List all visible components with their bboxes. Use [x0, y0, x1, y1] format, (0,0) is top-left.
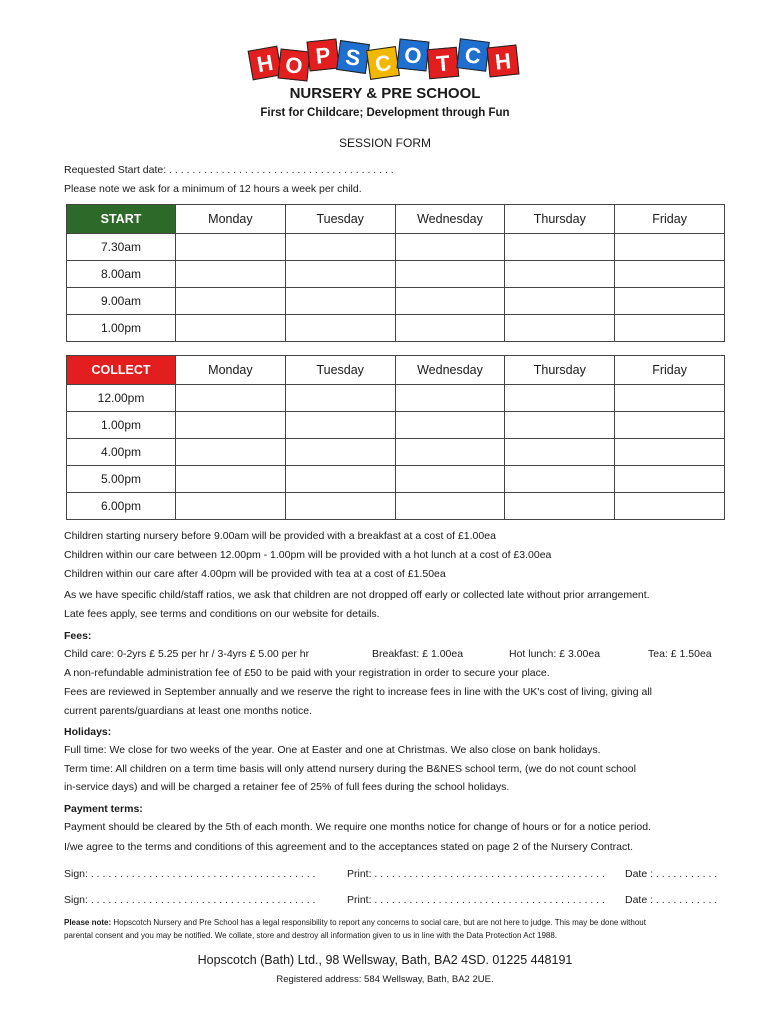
session-cell[interactable] — [505, 412, 615, 439]
session-cell[interactable] — [615, 288, 725, 315]
tagline: First for Childcare; Development through Fun — [260, 107, 510, 119]
day-header: Wednesday — [395, 356, 505, 385]
sign-field[interactable]: Sign: . . . . . . . . . . . . . . . . . . . . . . . . . . . . . . . . . . . . . . . — [64, 868, 316, 880]
session-cell[interactable] — [285, 315, 395, 342]
day-header: Tuesday — [285, 205, 395, 234]
session-cell[interactable] — [505, 315, 615, 342]
tea-info: Children within our care after 4.00pm will be provided with tea at a cost of £1.50ea — [64, 568, 446, 580]
time-label: 12.00pm — [67, 385, 176, 412]
table-row — [67, 261, 725, 288]
hopscotch-logo — [250, 34, 530, 86]
session-cell[interactable] — [505, 385, 615, 412]
session-cell[interactable] — [615, 412, 725, 439]
table-row — [67, 315, 725, 342]
holidays-heading: Holidays: — [64, 726, 112, 738]
nursery-title: NURSERY & PRE SCHOOL — [289, 85, 481, 102]
date-field[interactable]: Date : . . . . . . . . . . . — [625, 868, 718, 880]
table-row — [67, 385, 725, 412]
logo-letter: H — [248, 46, 283, 81]
session-cell[interactable] — [285, 412, 395, 439]
session-cell[interactable] — [176, 439, 286, 466]
table-row — [67, 466, 725, 493]
table-row — [67, 493, 725, 520]
session-cell[interactable] — [176, 385, 286, 412]
session-cell[interactable] — [505, 261, 615, 288]
fee-review: Fees are reviewed in September annually and we reserve the right to increase fees in line with the UK's cost of living, giving all — [64, 686, 652, 698]
session-cell[interactable] — [395, 315, 505, 342]
day-header: Thursday — [505, 205, 615, 234]
session-cell[interactable] — [505, 493, 615, 520]
collect-header: COLLECT — [67, 356, 176, 385]
day-header: Thursday — [505, 356, 615, 385]
company-address: Hopscotch (Bath) Ltd., 98 Wellsway, Bath, BA2 4SD. 01225 448191 — [197, 953, 573, 967]
table-row — [67, 234, 725, 261]
session-cell[interactable] — [176, 288, 286, 315]
table-row — [67, 439, 725, 466]
day-header: Tuesday — [285, 356, 395, 385]
breakfast-info: Children starting nursery before 9.00am will be provided with a breakfast at a cost of £1.00ea — [64, 530, 496, 542]
session-cell[interactable] — [176, 261, 286, 288]
day-header: Wednesday — [395, 205, 505, 234]
admin-fee: A non-refundable administration fee of £50 to be paid with your registration in order to secure your place. — [64, 667, 550, 679]
start-date-field[interactable]: Requested Start date: . . . . . . . . . . . . . . . . . . . . . . . . . . . . . . . . . . . . . . . — [64, 164, 394, 176]
time-label: 1.00pm — [67, 412, 176, 439]
table-row — [67, 288, 725, 315]
breakfast-fee: Breakfast: £ 1.00ea — [372, 648, 464, 660]
logo-letter: H — [487, 45, 520, 78]
print-field[interactable]: Print: . . . . . . . . . . . . . . . . . . . . . . . . . . . . . . . . . . . . . . . . — [347, 894, 605, 906]
session-cell[interactable] — [176, 412, 286, 439]
session-cell[interactable] — [176, 315, 286, 342]
time-label: 1.00pm — [67, 315, 176, 342]
session-cell[interactable] — [395, 439, 505, 466]
print-field[interactable]: Print: . . . . . . . . . . . . . . . . . . . . . . . . . . . . . . . . . . . . . . . . — [347, 868, 605, 880]
logo-letter: C — [366, 46, 400, 80]
ratio-note: As we have specific child/staff ratios, we ask that children are not dropped off early or collected late without prior arrangement. — [64, 589, 650, 601]
session-cell[interactable] — [285, 439, 395, 466]
session-cell[interactable] — [615, 493, 725, 520]
registered-address: Registered address: 584 Wellsway, Bath, BA2 2UE. — [276, 974, 494, 985]
session-cell[interactable] — [615, 234, 725, 261]
sign-field[interactable]: Sign: . . . . . . . . . . . . . . . . . . . . . . . . . . . . . . . . . . . . . . . — [64, 894, 316, 906]
logo-letter: S — [336, 40, 370, 74]
session-cell[interactable] — [505, 466, 615, 493]
session-cell[interactable] — [505, 439, 615, 466]
logo-letter: O — [278, 49, 311, 82]
session-cell[interactable] — [176, 493, 286, 520]
time-label: 8.00am — [67, 261, 176, 288]
time-label: 9.00am — [67, 288, 176, 315]
time-label: 6.00pm — [67, 493, 176, 520]
session-cell[interactable] — [285, 385, 395, 412]
note-text: Hopscotch Nursery and Pre School has a legal responsibility to report any concerns to social care, but are not here to judge. This may be done without — [111, 918, 646, 927]
note-label: Please note: — [64, 918, 112, 927]
time-label: 5.00pm — [67, 466, 176, 493]
tea-fee: Tea: £ 1.50ea — [648, 648, 712, 660]
session-cell[interactable] — [615, 385, 725, 412]
form-title: SESSION FORM — [338, 136, 431, 150]
fee-review-cont: current parents/guardians at least one months notice. — [64, 705, 313, 717]
date-field[interactable]: Date : . . . . . . . . . . . — [625, 894, 718, 906]
logo-letter: T — [427, 47, 460, 80]
collect-session-table — [66, 355, 725, 520]
session-cell[interactable] — [176, 234, 286, 261]
legal-note — [64, 918, 646, 927]
session-cell[interactable] — [395, 412, 505, 439]
payment-terms: Payment should be cleared by the 5th of each month. We require one months notice for change of hours or for a notice period. — [64, 821, 651, 833]
full-time-holidays: Full time: We close for two weeks of the year. One at Easter and one at Christmas. We also close on bank holidays. — [64, 744, 601, 756]
session-cell[interactable] — [285, 234, 395, 261]
session-cell[interactable] — [395, 493, 505, 520]
session-cell[interactable] — [615, 261, 725, 288]
session-cell[interactable] — [395, 234, 505, 261]
session-cell[interactable] — [505, 288, 615, 315]
session-cell[interactable] — [505, 234, 615, 261]
session-cell[interactable] — [395, 261, 505, 288]
session-cell[interactable] — [615, 439, 725, 466]
minimum-hours-note: Please note we ask for a minimum of 12 hours a week per child. — [64, 183, 362, 195]
session-cell[interactable] — [395, 288, 505, 315]
table-row — [67, 412, 725, 439]
term-time-holidays: Term time: All children on a term time basis will only attend nursery during the B&NES school term, (we do not count school — [64, 763, 636, 775]
session-cell[interactable] — [395, 466, 505, 493]
legal-note-cont: parental consent and you may be notified. We collate, store and destroy all information given to us in line with the Data Protection Act 1988. — [64, 931, 558, 940]
childcare-fee: Child care: 0-2yrs £ 5.25 per hr / 3-4yrs £ 5.00 per hr — [64, 648, 310, 660]
session-cell[interactable] — [285, 288, 395, 315]
session-cell[interactable] — [285, 493, 395, 520]
lunch-info: Children within our care between 12.00pm - 1.00pm will be provided with a hot lunch at a cost of £3.00ea — [64, 549, 552, 561]
late-fees-note: Late fees apply, see terms and conditions on our website for details. — [64, 608, 380, 620]
day-header: Friday — [615, 205, 725, 234]
fees-heading: Fees: — [64, 630, 92, 642]
payment-heading: Payment terms: — [64, 803, 143, 815]
start-header: START — [67, 205, 176, 234]
start-session-table — [66, 204, 725, 342]
day-header: Monday — [176, 205, 286, 234]
session-cell[interactable] — [285, 466, 395, 493]
term-time-holidays-cont: in-service days) and will be charged a retainer fee of 25% of full fees during the school holidays. — [64, 781, 510, 793]
lunch-fee: Hot lunch: £ 3.00ea — [509, 648, 601, 660]
session-cell[interactable] — [615, 315, 725, 342]
logo-letter: C — [456, 38, 489, 71]
day-header: Friday — [615, 356, 725, 385]
session-cell[interactable] — [395, 385, 505, 412]
session-cell[interactable] — [285, 261, 395, 288]
session-cell[interactable] — [176, 466, 286, 493]
agreement-statement: I/we agree to the terms and conditions of this agreement and to the acceptances stated on page 2 of the Nursery Contract. — [64, 841, 634, 853]
session-cell[interactable] — [615, 466, 725, 493]
time-label: 7.30am — [67, 234, 176, 261]
logo-letter: O — [397, 39, 430, 72]
day-header: Monday — [176, 356, 286, 385]
time-label: 4.00pm — [67, 439, 176, 466]
logo-letter: P — [307, 39, 340, 72]
